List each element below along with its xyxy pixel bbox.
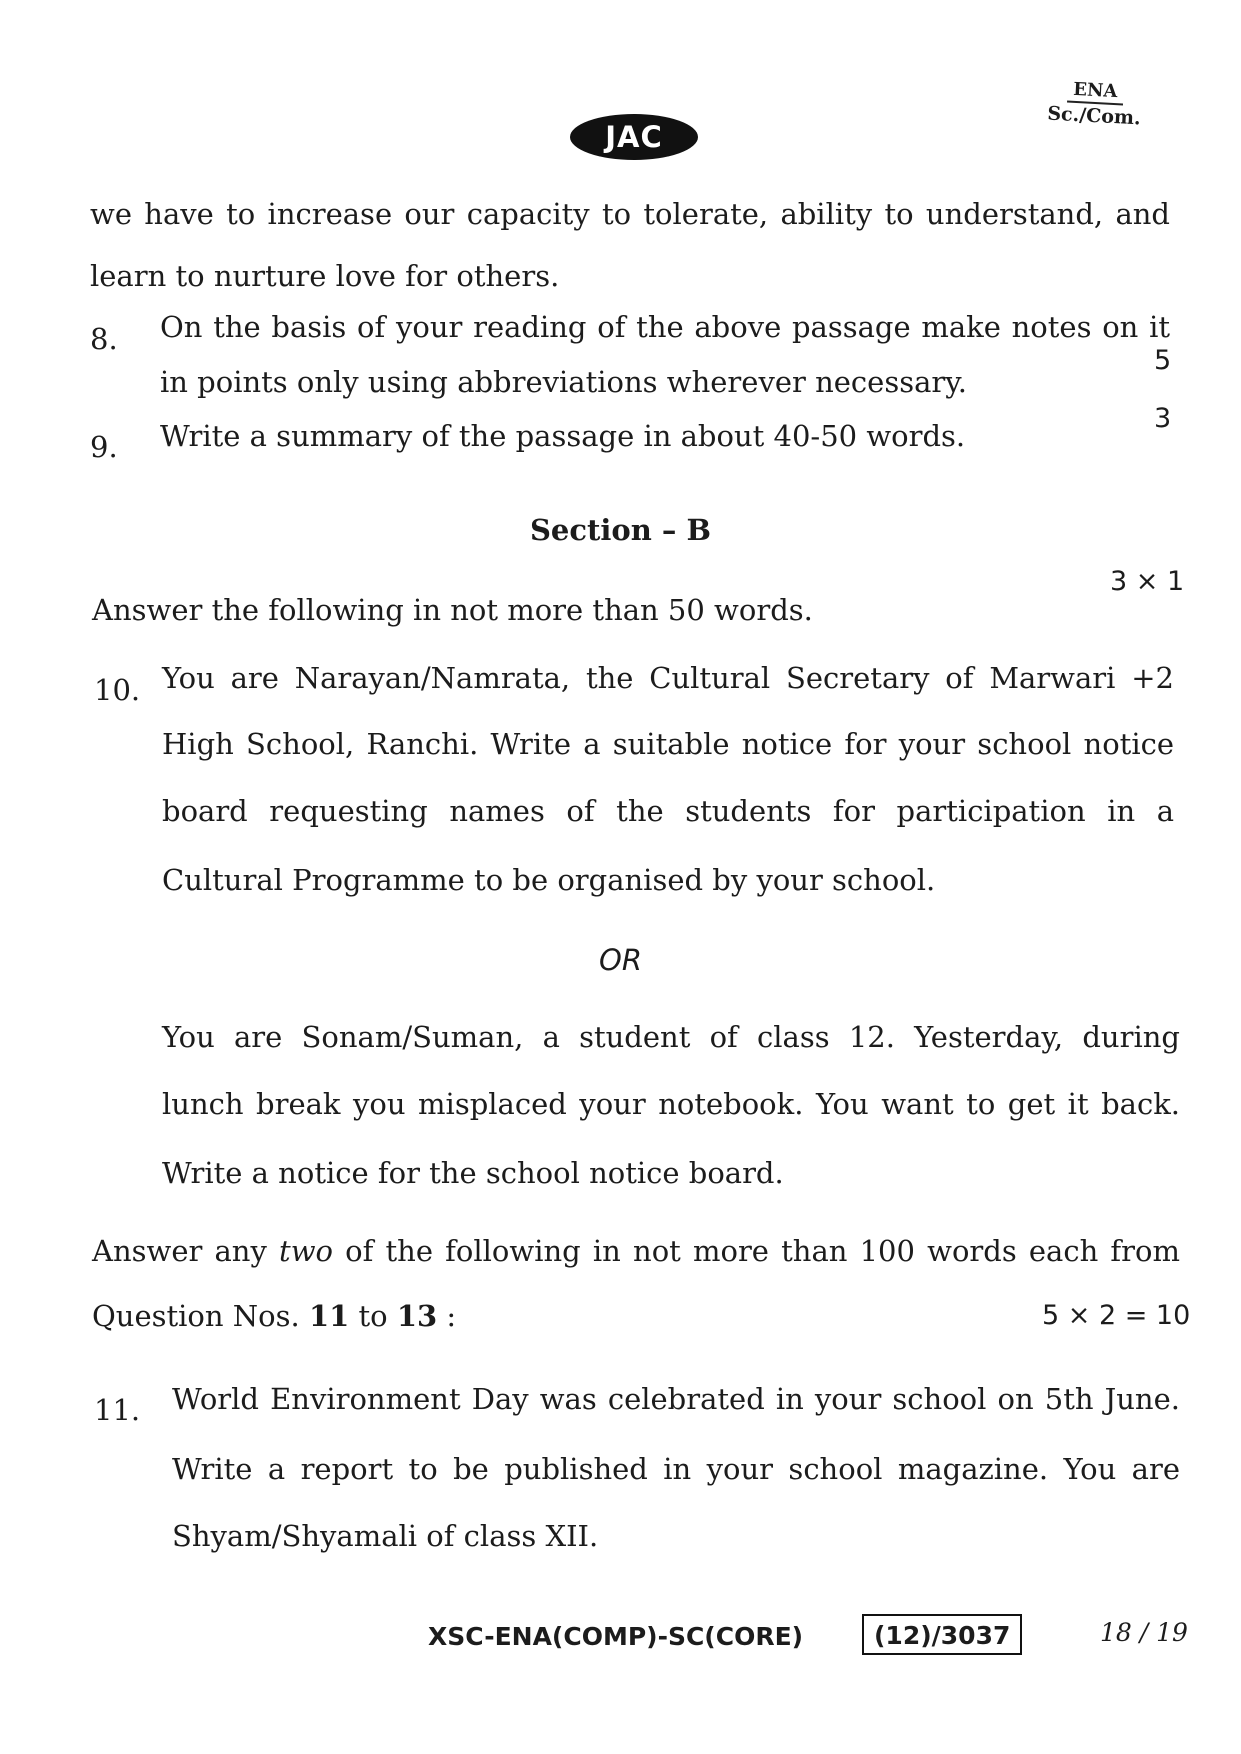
- instruction-2-to: 13: [396, 1299, 438, 1333]
- jac-logo: [570, 114, 698, 160]
- question-10-alt-line-1: You are Sonam/Suman, a student of class 12. Yesterday, during: [162, 1020, 1180, 1054]
- question-8-line-2: in points only using abbreviations wherever necessary.: [160, 365, 967, 399]
- passage-line-2: learn to nurture love for others.: [90, 259, 560, 293]
- question-10-alt-line-3: Write a notice for the school notice board.: [162, 1156, 784, 1190]
- or-divider: OR: [599, 943, 642, 977]
- question-10-line-2: High School, Ranchi. Write a suitable notice for your school notice: [162, 727, 1174, 761]
- question-9-line-1: Write a summary of the passage in about 40-50 words.: [160, 419, 966, 453]
- logo-text: JAC: [605, 120, 663, 154]
- question-9-number: 9.: [90, 430, 118, 464]
- instruction-2-line-2-pre: Question Nos.: [92, 1299, 309, 1333]
- instruction-2-post: of the following in not more than 100 words each from: [332, 1234, 1180, 1268]
- set-code-box: [862, 1614, 1022, 1655]
- question-10-number: 10.: [94, 673, 141, 707]
- instruction-2-from: 11: [308, 1299, 350, 1333]
- instruction-2-pre: Answer any: [92, 1234, 280, 1268]
- question-10-line-3: board requesting names of the students for participation in a: [162, 794, 1174, 828]
- subject-code-bottom: Sc./Com.: [1046, 102, 1142, 130]
- page-number: 18 / 19: [1100, 1618, 1188, 1647]
- set-code: (12)/3037: [874, 1621, 1011, 1650]
- passage-line-1: we have to increase our capacity to tolerate, ability to understand, and: [90, 197, 1170, 231]
- instruction-2-marks: 5 × 2 = 10: [1042, 1300, 1191, 1331]
- instruction-2-emphasis: two: [279, 1234, 333, 1268]
- section-b-title: Section – B: [529, 513, 712, 547]
- subject-code-top: ENA: [1067, 79, 1124, 106]
- question-8-marks: 5: [1154, 345, 1172, 376]
- question-11-line-2: Write a report to be published in your school magazine. You are: [172, 1452, 1180, 1486]
- question-9-marks: 3: [1154, 403, 1172, 434]
- question-10-line-4: Cultural Programme to be organised by your school.: [162, 863, 936, 897]
- section-b-instruction: Answer the following in not more than 50 words.: [92, 593, 813, 627]
- instruction-2-line-2-post: :: [437, 1299, 457, 1333]
- question-10-alt-line-2: lunch break you misplaced your notebook. You want to get it back.: [162, 1087, 1180, 1121]
- question-8-number: 8.: [90, 322, 118, 356]
- paper-code: XSC-ENA(COMP)-SC(CORE): [428, 1622, 804, 1651]
- instruction-2-line-1: [92, 1234, 1180, 1268]
- instruction-2-line-2: [92, 1299, 457, 1333]
- question-11-line-1: World Environment Day was celebrated in your school on 5th June.: [172, 1382, 1180, 1416]
- question-11-number: 11.: [94, 1393, 141, 1427]
- subject-code: [1047, 78, 1143, 130]
- question-8-line-1: On the basis of your reading of the above passage make notes on it: [160, 310, 1170, 344]
- section-b-marks: 3 × 1: [1110, 566, 1185, 597]
- instruction-2-mid: to: [349, 1299, 397, 1333]
- question-11-line-3: Shyam/Shyamali of class XII.: [172, 1519, 599, 1553]
- question-10-line-1: You are Narayan/Namrata, the Cultural Secretary of Marwari +2: [162, 661, 1174, 695]
